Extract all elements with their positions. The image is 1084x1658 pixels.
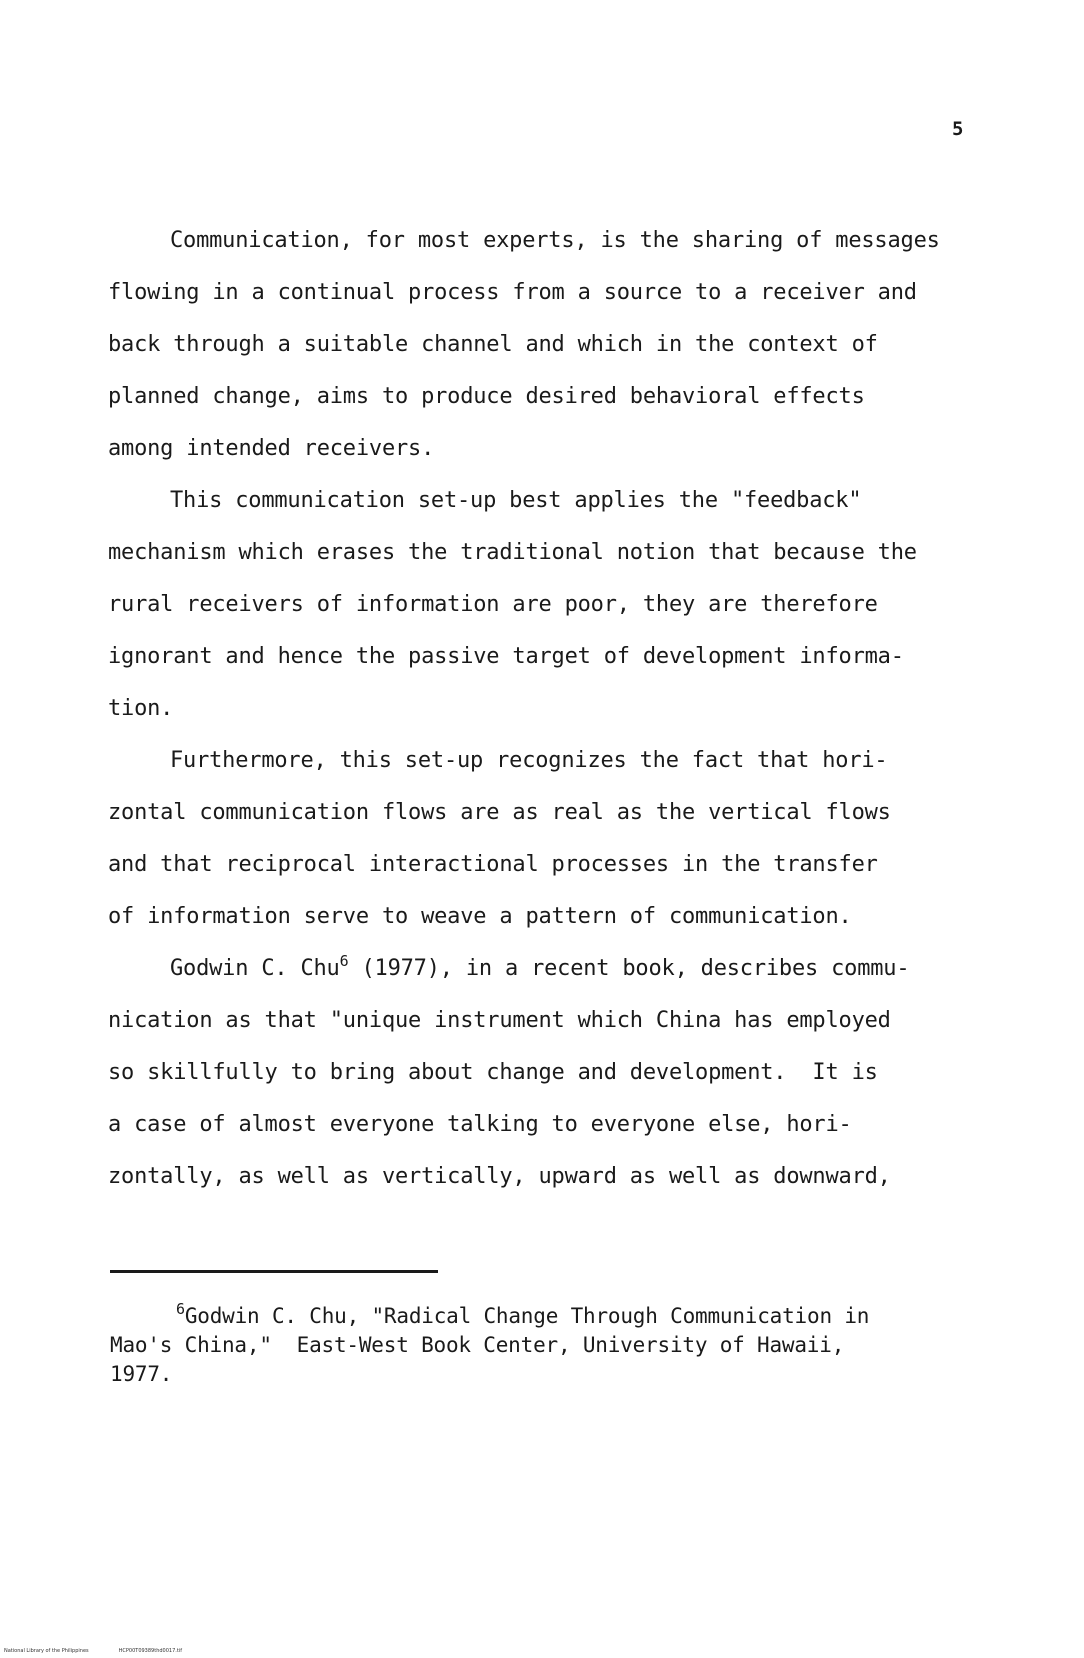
body-line: Communication, for most experts, is the sharing of messages (170, 228, 940, 253)
body-line: so skillfully to bring about change and development. It is (108, 1060, 878, 1085)
footnote-line: Mao's China," East-West Book Center, University of Hawaii, (110, 1333, 845, 1357)
body-line: rural receivers of information are poor, they are therefore (108, 592, 878, 617)
body-line: ignorant and hence the passive target of development informa- (108, 644, 904, 669)
body-line (170, 952, 910, 981)
body-line: Furthermore, this set-up recognizes the fact that hori- (170, 748, 888, 773)
body-line: back through a suitable channel and which in the context of (108, 332, 878, 357)
footnote-reference: 6 (339, 952, 349, 970)
body-line: a case of almost everyone talking to everyone else, hori- (108, 1112, 852, 1137)
body-line: among intended receivers. (108, 436, 435, 461)
body-line: flowing in a continual process from a source to a receiver and (108, 280, 917, 305)
body-line: tion. (108, 696, 174, 721)
body-line: mechanism which erases the traditional notion that because the (108, 540, 917, 565)
body-line: planned change, aims to produce desired behavioral effects (108, 384, 865, 409)
body-line: nication as that "unique instrument which China has employed (108, 1008, 891, 1033)
body-line: zontally, as well as vertically, upward as well as downward, (108, 1164, 891, 1189)
page-number: 5 (952, 118, 964, 140)
footnote-marker: 6 (176, 1300, 185, 1318)
citation-text: (1977), in a recent book, describes commu- (348, 956, 910, 981)
body-line: zontal communication flows are as real as the vertical flows (108, 800, 891, 825)
scanner-label: National Library of the Philippines HCP00T09389thd0017.tif (4, 1648, 182, 1654)
citation-author: Godwin C. Chu (170, 956, 340, 981)
footnote-line: 1977. (110, 1362, 173, 1386)
body-line: of information serve to weave a pattern of communication. (108, 904, 852, 929)
footnote-divider (110, 1270, 438, 1273)
footnote-line: $^6$Godwin C. Chu, "Radical Change Through Communication in (176, 1300, 870, 1328)
body-line: and that reciprocal interactional processes in the transfer (108, 852, 878, 877)
body-line: This communication set-up best applies the "feedback" (170, 488, 862, 513)
